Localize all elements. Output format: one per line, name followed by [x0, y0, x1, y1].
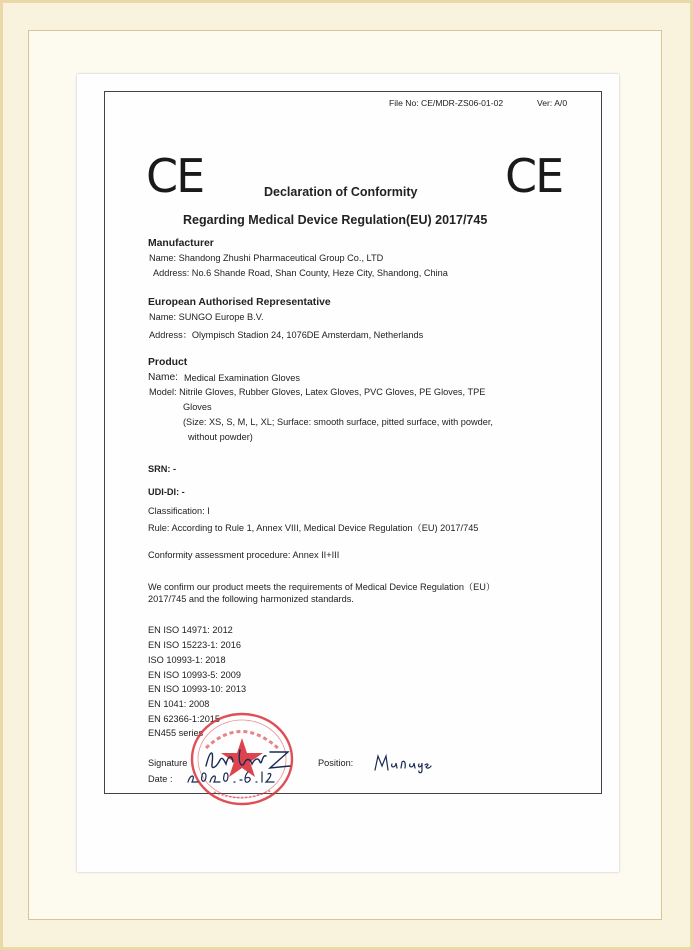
confirmation-line-1: We confirm our product meets the requirements of Medical Device Regulation（EU） [148, 582, 496, 592]
standard-item: EN ISO 14971: 2012 [148, 625, 233, 635]
document-subtitle: Regarding Medical Device Regulation(EU) 2017/745 [183, 213, 488, 227]
ce-mark-left-icon: CE [146, 149, 204, 203]
standard-item: ISO 10993-1: 2018 [148, 655, 226, 665]
standard-item: EN ISO 10993-10: 2013 [148, 684, 247, 694]
representative-heading: European Authorised Representative [148, 297, 331, 308]
manufacturer-heading: Manufacturer [148, 238, 214, 249]
standard-item: EN ISO 15223-1: 2016 [148, 640, 241, 650]
position-label: Position: [318, 758, 354, 768]
representative-address: Address：Olympisch Stadion 24, 1076DE Amsterdam, Netherlands [149, 330, 424, 340]
standard-item: EN ISO 10993-5: 2009 [148, 670, 241, 680]
udi-field: UDI-DI: - [148, 487, 185, 497]
manufacturer-address: Address: No.6 Shande Road, Shan County, Heze City, Shandong, China [153, 268, 448, 278]
standard-item: EN455 series [148, 728, 204, 738]
product-model-line-4: without powder) [188, 432, 253, 442]
srn-field: SRN: - [148, 464, 177, 474]
product-model-line-1: Model: Nitrile Gloves, Rubber Gloves, Latex Gloves, PVC Gloves, PE Gloves, TPE [149, 387, 486, 397]
product-model-line-3: (Size: XS, S, M, L, XL; Surface: smooth surface, pitted surface, with powder, [183, 417, 493, 427]
representative-name: Name: SUNGO Europe B.V. [149, 312, 264, 322]
confirmation-line-2: 2017/745 and the following harmonized standards. [148, 594, 354, 604]
conformity-procedure: Conformity assessment procedure: Annex II+III [148, 550, 340, 560]
handwritten-date [184, 766, 276, 788]
document-title: Declaration of Conformity [264, 185, 418, 199]
classification-rule: Rule: According to Rule 1, Annex VIII, Medical Device Regulation（EU) 2017/745 [148, 523, 479, 533]
date-label: Date : [148, 774, 173, 784]
handwritten-position [372, 750, 432, 774]
manufacturer-name: Name: Shandong Zhushi Pharmaceutical Group Co., LTD [149, 253, 384, 263]
product-model-line-2: Gloves [183, 402, 212, 412]
signature-label: Signature [148, 758, 188, 768]
ce-mark-right-icon: CE [505, 149, 563, 203]
product-name-value: Medical Examination Gloves [184, 373, 300, 383]
file-number: File No: CE/MDR-ZS06-01-02 [389, 98, 504, 108]
version-number: Ver: A/0 [537, 98, 568, 108]
standard-item: EN 62366-1:2015 [148, 714, 221, 724]
standard-item: EN 1041: 2008 [148, 699, 210, 709]
product-name-label: Name: [148, 372, 179, 383]
classification: Classification: I [148, 506, 210, 516]
product-heading: Product [148, 357, 188, 368]
